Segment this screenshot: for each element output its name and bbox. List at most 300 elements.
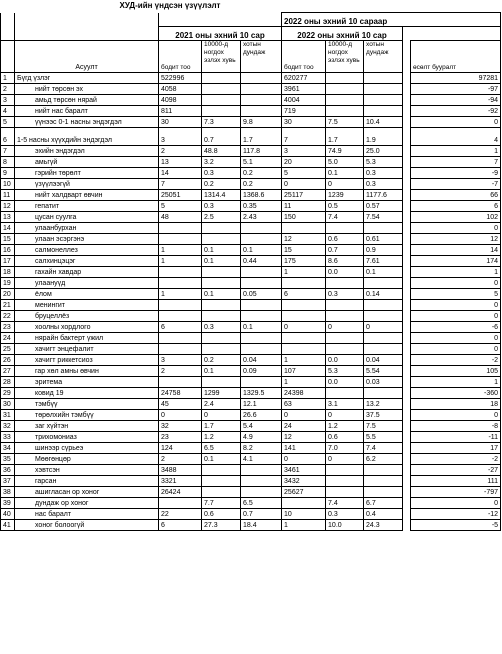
table-row	[1, 300, 501, 311]
row-label: ашигласан ор хоног	[15, 487, 159, 498]
cell-value	[202, 377, 241, 388]
cell-value: 0	[411, 223, 501, 234]
cell-value	[202, 487, 241, 498]
cell-value: 0	[411, 333, 501, 344]
cell-value	[364, 278, 403, 289]
cell-value	[159, 300, 202, 311]
table-row	[1, 168, 501, 179]
cell-value: 0	[282, 322, 326, 333]
cell-value: -94	[411, 95, 501, 106]
cell-value: 1.7	[326, 128, 364, 146]
cell-value	[326, 465, 364, 476]
table-row	[1, 333, 501, 344]
cell-value: 1299	[202, 388, 241, 399]
row-label: гепатит	[15, 201, 159, 212]
cell-value	[202, 311, 241, 322]
col-name-header: Асуулт	[15, 41, 159, 73]
cell-value	[326, 476, 364, 487]
cell-value	[241, 377, 282, 388]
cell-value: 13	[159, 157, 202, 168]
table-row	[1, 201, 501, 212]
cell-value: 5	[411, 289, 501, 300]
cell-value: 141	[282, 443, 326, 454]
cell-value: 0.7	[241, 509, 282, 520]
cell-value: 3488	[159, 465, 202, 476]
cell-value: 117.8	[241, 146, 282, 157]
cell-value: 3961	[282, 84, 326, 95]
row-index: 40	[1, 509, 15, 520]
row-index: 35	[1, 454, 15, 465]
table-row	[1, 410, 501, 421]
cell-value: 1	[159, 245, 202, 256]
cell-value	[326, 333, 364, 344]
cell-value: 0.2	[202, 179, 241, 190]
table-row	[1, 322, 501, 333]
row-index: 20	[1, 289, 15, 300]
cell-value: 1	[159, 289, 202, 300]
cell-value: 0.05	[241, 289, 282, 300]
cell-value: 3.2	[202, 157, 241, 168]
cell-value	[159, 498, 202, 509]
cell-value: 25627	[282, 487, 326, 498]
cell-value: 0	[411, 344, 501, 355]
cell-value: 6	[159, 520, 202, 531]
table-row	[1, 73, 501, 84]
sheet-title: ХУД-ийн үндсэн үзүүлэлт	[119, 1, 221, 10]
cell-value: 3.1	[326, 399, 364, 410]
cell-value: 0.44	[241, 256, 282, 267]
row-label: улаанбурхан	[15, 223, 159, 234]
row-index: 8	[1, 157, 15, 168]
table-row	[1, 498, 501, 509]
cell-value: 6.7	[364, 498, 403, 509]
cell-value: 27.3	[202, 520, 241, 531]
cell-value: 0.1	[202, 366, 241, 377]
row-label: шинээр сүрьеэ	[15, 443, 159, 454]
cell-value: 2.4	[202, 399, 241, 410]
cell-value: 0.1	[364, 267, 403, 278]
cell-value	[202, 84, 241, 95]
cell-value: 0.3	[326, 509, 364, 520]
cell-value	[241, 84, 282, 95]
cell-value: 1	[282, 377, 326, 388]
cell-value: 102	[411, 212, 501, 223]
cell-value	[364, 95, 403, 106]
row-index: 38	[1, 487, 15, 498]
cell-value: 8.6	[326, 256, 364, 267]
cell-value: 0.1	[241, 322, 282, 333]
cell-value	[241, 234, 282, 245]
row-label: эхийн эндэгдэл	[15, 146, 159, 157]
row-label: цусан суулга	[15, 212, 159, 223]
cell-value	[202, 223, 241, 234]
cell-value	[241, 333, 282, 344]
cell-value: 15	[282, 245, 326, 256]
row-index: 41	[1, 520, 15, 531]
cell-value	[159, 377, 202, 388]
cell-value: 0	[282, 410, 326, 421]
cell-value: 48	[159, 212, 202, 223]
cell-value: 3432	[282, 476, 326, 487]
cell-value: 5.4	[241, 421, 282, 432]
cell-value: 24398	[282, 388, 326, 399]
table-row	[1, 443, 501, 454]
cell-value: 0.35	[241, 201, 282, 212]
row-index: 26	[1, 355, 15, 366]
cell-value: 30	[159, 117, 202, 128]
row-index: 15	[1, 234, 15, 245]
row-index: 6	[1, 128, 15, 146]
cell-value	[241, 487, 282, 498]
cell-value: 3	[159, 355, 202, 366]
row-label: нийт нас баралт	[15, 106, 159, 117]
row-label: амьгүй	[15, 157, 159, 168]
cell-value: 17	[411, 443, 501, 454]
row-index: 18	[1, 267, 15, 278]
cell-value: -27	[411, 465, 501, 476]
cell-value: 3	[159, 128, 202, 146]
cell-value	[326, 84, 364, 95]
row-index: 11	[1, 190, 15, 201]
cell-value: 175	[282, 256, 326, 267]
cell-value: -97	[411, 84, 501, 95]
cell-value: 0.7	[202, 128, 241, 146]
row-index: 28	[1, 377, 15, 388]
cell-value: 7.4	[364, 443, 403, 454]
row-label: төрөлхийн тэмбүү	[15, 410, 159, 421]
row-label: нас баралт	[15, 509, 159, 520]
cell-value: 7	[159, 179, 202, 190]
cell-value: 0.9	[364, 245, 403, 256]
row-index: 21	[1, 300, 15, 311]
cell-value: 10	[282, 509, 326, 520]
cell-value	[241, 465, 282, 476]
cell-value	[202, 106, 241, 117]
row-label: бруцеллёз	[15, 311, 159, 322]
row-index: 22	[1, 311, 15, 322]
cell-value: 30	[282, 117, 326, 128]
row-label: нийт халдварт өвчин	[15, 190, 159, 201]
cell-value	[364, 465, 403, 476]
table-row	[1, 278, 501, 289]
cell-value: 5.3	[364, 157, 403, 168]
header-2022-to-date: 2022 оны эхний 10 сараар	[282, 13, 501, 27]
row-label: ёлом	[15, 289, 159, 300]
row-index: 19	[1, 278, 15, 289]
cell-value: 1	[411, 146, 501, 157]
cell-value: 74.9	[326, 146, 364, 157]
cell-value: 0.1	[202, 256, 241, 267]
cell-value: 45	[159, 399, 202, 410]
cell-value	[326, 223, 364, 234]
cell-value	[159, 267, 202, 278]
table-row	[1, 454, 501, 465]
cell-value: 24	[282, 421, 326, 432]
cell-value	[202, 234, 241, 245]
cell-value: 66	[411, 190, 501, 201]
row-index: 5	[1, 117, 15, 128]
header-2022: 2022 оны эхний 10 сар	[282, 27, 403, 41]
row-index: 1	[1, 73, 15, 84]
cell-value	[241, 223, 282, 234]
cell-value	[364, 73, 403, 84]
cell-value	[326, 95, 364, 106]
cell-value: 150	[282, 212, 326, 223]
cell-value: 25.0	[364, 146, 403, 157]
cell-value: 0.1	[241, 245, 282, 256]
cell-value	[241, 267, 282, 278]
row-label: ковид 19	[15, 388, 159, 399]
cell-value: 1.7	[241, 128, 282, 146]
cell-value	[282, 344, 326, 355]
cell-value: 0.3	[364, 168, 403, 179]
cell-value: 811	[159, 106, 202, 117]
cell-value	[159, 223, 202, 234]
col-growth: өсөлт бууралт	[411, 41, 501, 73]
table-row	[1, 399, 501, 410]
table-row	[1, 289, 501, 300]
cell-value: 7.7	[202, 498, 241, 509]
cell-value: 0.2	[241, 179, 282, 190]
cell-value: 0.04	[241, 355, 282, 366]
row-index: 9	[1, 168, 15, 179]
cell-value: -7	[411, 179, 501, 190]
col-count-2022: бодит тоо	[282, 41, 326, 73]
cell-value: 7.61	[364, 256, 403, 267]
cell-value	[241, 73, 282, 84]
cell-value: 12.1	[241, 399, 282, 410]
cell-value: 0.0	[326, 355, 364, 366]
row-index: 34	[1, 443, 15, 454]
cell-value: 4098	[159, 95, 202, 106]
cell-value: 1	[282, 520, 326, 531]
row-label: хоолны хордлого	[15, 322, 159, 333]
cell-value: 48.8	[202, 146, 241, 157]
cell-value	[364, 84, 403, 95]
row-label: үзүүлээгүй	[15, 179, 159, 190]
row-index: 29	[1, 388, 15, 399]
cell-value: 0	[326, 454, 364, 465]
cell-value: 0.0	[326, 377, 364, 388]
cell-value: 12	[411, 234, 501, 245]
cell-value: 25117	[282, 190, 326, 201]
table-row	[1, 256, 501, 267]
cell-value	[326, 106, 364, 117]
cell-value: 5	[159, 201, 202, 212]
cell-value: 11	[282, 201, 326, 212]
cell-value: 14	[411, 245, 501, 256]
cell-value: 3461	[282, 465, 326, 476]
cell-value: 174	[411, 256, 501, 267]
cell-value	[326, 311, 364, 322]
cell-value: 1	[282, 355, 326, 366]
cell-value	[159, 344, 202, 355]
cell-value	[326, 344, 364, 355]
cell-value: 1	[159, 256, 202, 267]
row-index: 25	[1, 344, 15, 355]
table-row	[1, 355, 501, 366]
row-label: хоног болоогүй	[15, 520, 159, 531]
cell-value: 0.6	[202, 509, 241, 520]
table-row	[1, 146, 501, 157]
row-label: улаануүд	[15, 278, 159, 289]
cell-value	[282, 278, 326, 289]
cell-value: 1.2	[202, 432, 241, 443]
cell-value	[364, 300, 403, 311]
row-index: 36	[1, 465, 15, 476]
cell-value	[282, 311, 326, 322]
row-index: 31	[1, 410, 15, 421]
cell-value: 0	[364, 322, 403, 333]
row-index: 12	[1, 201, 15, 212]
cell-value: 0.3	[202, 168, 241, 179]
cell-value: 26424	[159, 487, 202, 498]
table-row	[1, 234, 501, 245]
table-row	[1, 179, 501, 190]
table-row	[1, 476, 501, 487]
table-row	[1, 311, 501, 322]
row-label: Мөөгөнцөр	[15, 454, 159, 465]
cell-value: 0	[411, 498, 501, 509]
cell-value: 0.03	[364, 377, 403, 388]
cell-value: 14	[159, 168, 202, 179]
cell-value: 0.14	[364, 289, 403, 300]
row-index: 17	[1, 256, 15, 267]
cell-value: 2.5	[202, 212, 241, 223]
cell-value: 4004	[282, 95, 326, 106]
cell-value: 0.0	[326, 267, 364, 278]
cell-value	[159, 333, 202, 344]
col-count-2021: бодит тоо	[159, 41, 202, 73]
cell-value: 12	[282, 234, 326, 245]
cell-value: 97281	[411, 73, 501, 84]
cell-value: 32	[159, 421, 202, 432]
cell-value: 6	[159, 322, 202, 333]
cell-value	[202, 344, 241, 355]
cell-value	[364, 106, 403, 117]
cell-value	[202, 465, 241, 476]
cell-value: 20	[282, 157, 326, 168]
cell-value: 0.7	[326, 245, 364, 256]
cell-value: 63	[282, 399, 326, 410]
cell-value: 7.5	[364, 421, 403, 432]
cell-value: 0.3	[326, 289, 364, 300]
cell-value: 6.5	[202, 443, 241, 454]
table-row	[1, 377, 501, 388]
row-label: гэрийн төрөлт	[15, 168, 159, 179]
cell-value	[282, 333, 326, 344]
cell-value	[282, 223, 326, 234]
row-label: амьд төрсөн нярай	[15, 95, 159, 106]
cell-value: 107	[282, 366, 326, 377]
table-row	[1, 157, 501, 168]
row-index: 32	[1, 421, 15, 432]
cell-value: 22	[159, 509, 202, 520]
row-index: 39	[1, 498, 15, 509]
indicator-table	[0, 12, 501, 531]
cell-value: 18	[411, 399, 501, 410]
col-rate-2021: хотын дундаж	[241, 41, 282, 73]
cell-value: 6.5	[241, 498, 282, 509]
row-label: хэвтсэн	[15, 465, 159, 476]
row-label: гахайн хавдар	[15, 267, 159, 278]
cell-value: 1.2	[326, 421, 364, 432]
cell-value: 6	[411, 201, 501, 212]
cell-value	[241, 311, 282, 322]
row-label: хачигт риккетсиоз	[15, 355, 159, 366]
cell-value	[241, 278, 282, 289]
cell-value: 0.1	[326, 168, 364, 179]
table-row	[1, 95, 501, 106]
cell-value: 1	[411, 267, 501, 278]
cell-value: 6.2	[364, 454, 403, 465]
cell-value: 0.2	[202, 355, 241, 366]
row-label: гар хөл амны өвчин	[15, 366, 159, 377]
row-label: трихомониаз	[15, 432, 159, 443]
cell-value: 7.4	[326, 498, 364, 509]
cell-value: -12	[411, 509, 501, 520]
cell-value: 2	[159, 366, 202, 377]
cell-value: 0.3	[202, 201, 241, 212]
row-label: 1-5 насны хүүхдийн эндэгдэл	[15, 128, 159, 146]
cell-value: 719	[282, 106, 326, 117]
cell-value: 5.5	[364, 432, 403, 443]
cell-value: 1177.6	[364, 190, 403, 201]
cell-value: -8	[411, 421, 501, 432]
cell-value	[364, 487, 403, 498]
cell-value: 620277	[282, 73, 326, 84]
row-label: нийт төрсөн эх	[15, 84, 159, 95]
cell-value	[241, 106, 282, 117]
row-index: 33	[1, 432, 15, 443]
cell-value: 10.4	[364, 117, 403, 128]
cell-value: 0.4	[364, 509, 403, 520]
cell-value: 8.2	[241, 443, 282, 454]
cell-value: 0.1	[202, 289, 241, 300]
cell-value: -11	[411, 432, 501, 443]
row-index: 7	[1, 146, 15, 157]
cell-value: 0.1	[202, 454, 241, 465]
cell-value: 24.3	[364, 520, 403, 531]
table-row	[1, 520, 501, 531]
table-row	[1, 509, 501, 520]
cell-value: 6	[282, 289, 326, 300]
cell-value: 37.5	[364, 410, 403, 421]
row-index: 23	[1, 322, 15, 333]
cell-value	[364, 223, 403, 234]
row-index: 14	[1, 223, 15, 234]
cell-value: -2	[411, 454, 501, 465]
col-per10000-2021: 10000-д ногдох эзлэх хувь	[202, 41, 241, 73]
cell-value: -6	[411, 322, 501, 333]
cell-value	[364, 476, 403, 487]
cell-value	[202, 73, 241, 84]
cell-value	[241, 476, 282, 487]
cell-value: 4.1	[241, 454, 282, 465]
cell-value: 7.3	[202, 117, 241, 128]
cell-value	[241, 344, 282, 355]
table-row	[1, 117, 501, 128]
cell-value: 1314.4	[202, 190, 241, 201]
table-row	[1, 366, 501, 377]
cell-value: 2	[159, 146, 202, 157]
cell-value: 0.61	[364, 234, 403, 245]
cell-value: 1	[411, 377, 501, 388]
cell-value: 0	[411, 117, 501, 128]
cell-value: 0.04	[364, 355, 403, 366]
row-index: 10	[1, 179, 15, 190]
cell-value: 0	[411, 311, 501, 322]
